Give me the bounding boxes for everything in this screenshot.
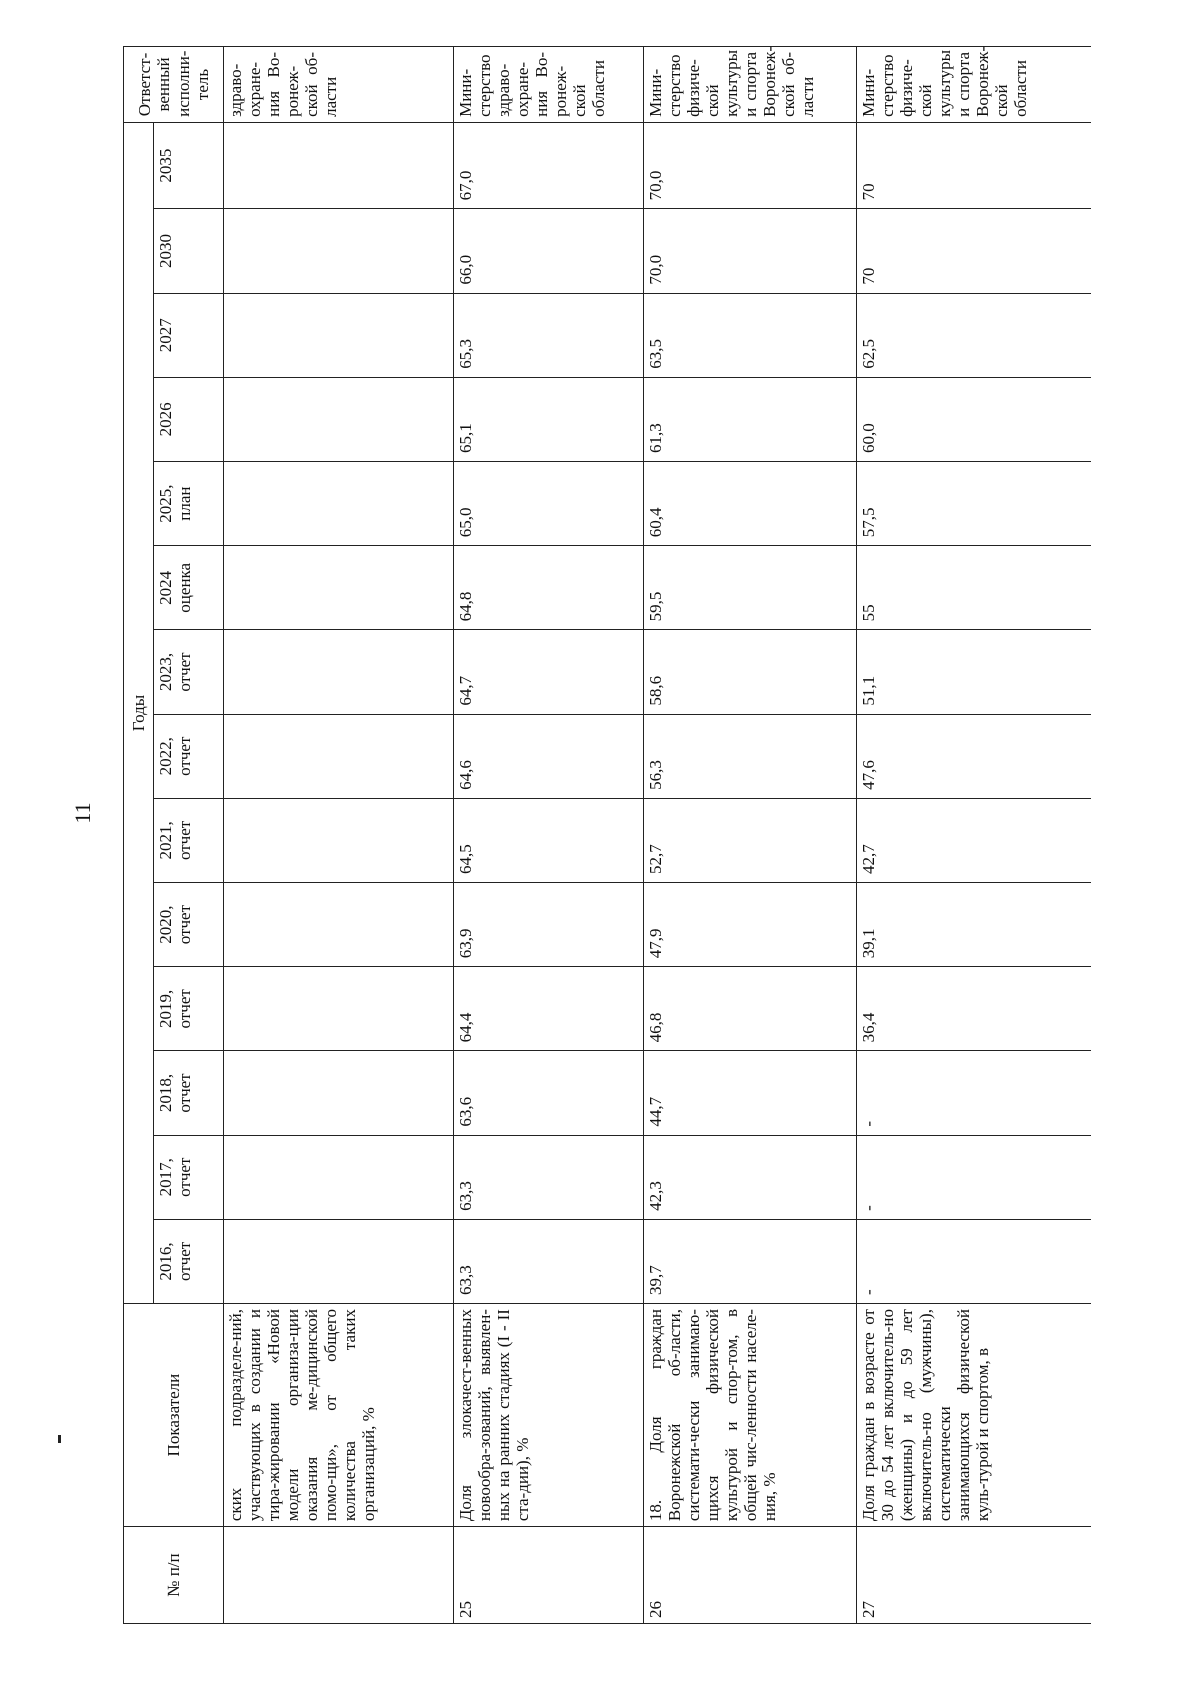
value-cell: 65,0 xyxy=(454,462,644,546)
value-cell xyxy=(224,798,454,882)
value-cell: 66,0 xyxy=(454,209,644,293)
page-number: 11 xyxy=(70,802,95,824)
value-cell: 64,7 xyxy=(454,630,644,714)
value-cell: 64,5 xyxy=(454,798,644,882)
value-cell xyxy=(224,883,454,967)
value-cell: 51,1 xyxy=(857,630,1092,714)
responsible-cell: Мини-стерство физиче-ской культуры и спорта Воронеж-ской об-ласти xyxy=(644,47,857,123)
value-cell: 63,5 xyxy=(644,293,857,377)
value-cell: 46,8 xyxy=(644,967,857,1051)
header-row-1 xyxy=(124,47,154,1624)
value-cell: 63,3 xyxy=(454,1135,644,1219)
row-number: 25 xyxy=(454,1527,644,1624)
header-year: 2024 оценка xyxy=(154,546,224,630)
header-year: 2022, отчет xyxy=(154,714,224,798)
value-cell: 47,9 xyxy=(644,883,857,967)
value-cell: 60,4 xyxy=(644,462,857,546)
header-year: 2027 xyxy=(154,293,224,377)
row-number xyxy=(224,1527,454,1624)
value-cell: 63,9 xyxy=(454,883,644,967)
value-cell: 63,6 xyxy=(454,1051,644,1135)
value-cell: 58,6 xyxy=(644,630,857,714)
value-cell: 44,7 xyxy=(644,1051,857,1135)
value-cell: 42,3 xyxy=(644,1135,857,1219)
rotated-table-container xyxy=(123,46,1091,1624)
value-cell xyxy=(224,546,454,630)
value-cell xyxy=(224,1135,454,1219)
value-cell: 70,0 xyxy=(644,209,857,293)
value-cell xyxy=(224,462,454,546)
value-cell: 70,0 xyxy=(644,122,857,208)
value-cell: 57,5 xyxy=(857,462,1092,546)
header-indicators: Показатели xyxy=(124,1304,224,1527)
table-row xyxy=(644,47,857,1624)
value-cell: 64,6 xyxy=(454,714,644,798)
responsible-cell: здраво-охране-ния Во-ронеж-ской об-ласти xyxy=(224,47,454,123)
rotated-table xyxy=(123,46,1091,1624)
value-cell xyxy=(224,122,454,208)
value-cell: 65,1 xyxy=(454,377,644,461)
indicator-cell: ских подразделе-ний, участвующих в создании и тира-жировании «Новой модели организа-ции оказания ме-дицинской помо-щи», от общего количества таких организаций, % xyxy=(224,1304,454,1527)
value-cell xyxy=(224,293,454,377)
value-cell xyxy=(224,714,454,798)
indicator-cell: 18. Доля граждан Воронежской об-ласти, системати-чески занимаю-щихся физической культурой и спор-том, в общей чис-ленности населе-ния, % xyxy=(644,1304,857,1527)
header-year: 2018, отчет xyxy=(154,1051,224,1135)
value-cell: 62,5 xyxy=(857,293,1092,377)
value-cell: - xyxy=(857,1135,1092,1219)
indicators-table xyxy=(123,46,1091,1624)
header-year: 2016, отчет xyxy=(154,1219,224,1303)
value-cell: 36,4 xyxy=(857,967,1092,1051)
table-row xyxy=(857,47,1092,1624)
value-cell: 39,7 xyxy=(644,1219,857,1303)
value-cell: 70 xyxy=(857,209,1092,293)
value-cell xyxy=(224,209,454,293)
value-cell xyxy=(224,377,454,461)
header-year: 2019, отчет xyxy=(154,967,224,1051)
value-cell: - xyxy=(857,1051,1092,1135)
value-cell: 65,3 xyxy=(454,293,644,377)
scan-mark xyxy=(58,1435,61,1443)
table-row xyxy=(454,47,644,1624)
value-cell: 60,0 xyxy=(857,377,1092,461)
indicator-cell: Доля злокачест-венных новообра-зований, выявлен-ных на ранних стадиях (I - II ста-дии), % xyxy=(454,1304,644,1527)
value-cell: 61,3 xyxy=(644,377,857,461)
value-cell: 67,0 xyxy=(454,122,644,208)
value-cell xyxy=(224,967,454,1051)
value-cell: 56,3 xyxy=(644,714,857,798)
header-year: 2030 xyxy=(154,209,224,293)
header-year: 2026 xyxy=(154,377,224,461)
row-number: 26 xyxy=(644,1527,857,1624)
header-num: № п/п xyxy=(124,1527,224,1624)
value-cell: 47,6 xyxy=(857,714,1092,798)
responsible-cell: Мини-стерство физиче-ской культуры и спорта Воронеж-ской области xyxy=(857,47,1092,123)
header-year: 2025, план xyxy=(154,462,224,546)
value-cell xyxy=(224,630,454,714)
value-cell: 59,5 xyxy=(644,546,857,630)
value-cell: 70 xyxy=(857,122,1092,208)
header-years-group: Годы xyxy=(124,122,154,1303)
value-cell: 64,4 xyxy=(454,967,644,1051)
header-year: 2035 xyxy=(154,122,224,208)
header-year: 2017, отчет xyxy=(154,1135,224,1219)
value-cell xyxy=(224,1051,454,1135)
value-cell: 39,1 xyxy=(857,883,1092,967)
value-cell xyxy=(224,1219,454,1303)
header-year: 2021, отчет xyxy=(154,798,224,882)
value-cell: 52,7 xyxy=(644,798,857,882)
value-cell: 55 xyxy=(857,546,1092,630)
value-cell: - xyxy=(857,1219,1092,1303)
header-year: 2020, отчет xyxy=(154,883,224,967)
value-cell: 42,7 xyxy=(857,798,1092,882)
table-row xyxy=(224,47,454,1624)
value-cell: 63,3 xyxy=(454,1219,644,1303)
header-year: 2023, отчет xyxy=(154,630,224,714)
row-number: 27 xyxy=(857,1527,1092,1624)
indicator-cell: Доля граждан в возрасте от 30 до 54 лет включитель-но (женщины) и до 59 лет включитель-но (мужчины), систематически занимающихся физической куль-турой и спортом, в xyxy=(857,1304,1092,1527)
header-responsible: Ответст-венный исполни-тель xyxy=(124,47,224,123)
value-cell: 64,8 xyxy=(454,546,644,630)
responsible-cell: Мини-стерство здраво-охране-ния Во-ронеж-ской области xyxy=(454,47,644,123)
